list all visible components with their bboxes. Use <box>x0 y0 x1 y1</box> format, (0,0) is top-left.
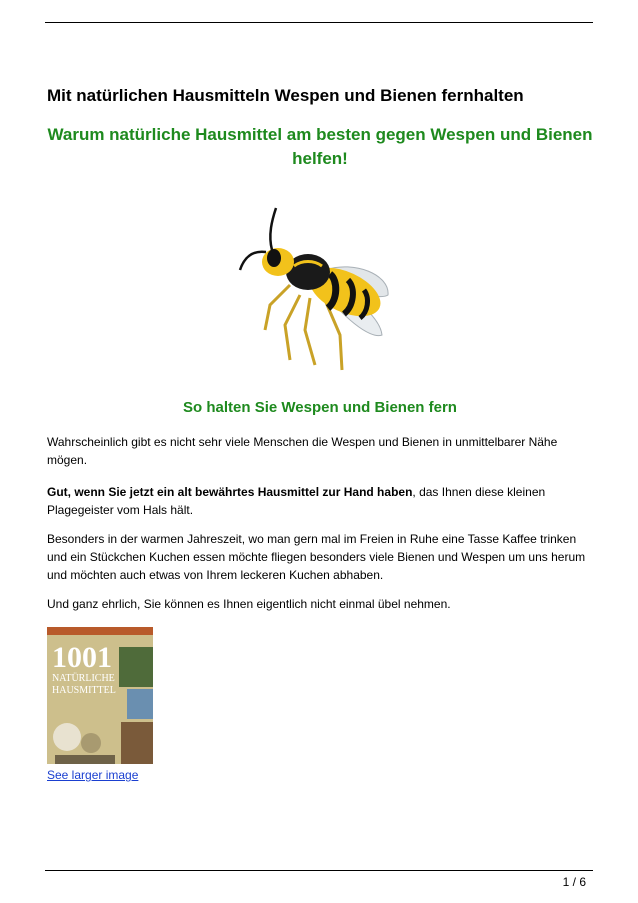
page-subtitle: Warum natürliche Hausmittel am besten gegen Wespen und Bienen helfen! <box>47 125 593 168</box>
wasp-leg <box>305 298 315 365</box>
bottom-rule <box>45 870 593 871</box>
top-rule <box>45 22 593 23</box>
wasp-leg <box>285 295 300 360</box>
book-cover-image <box>47 627 153 764</box>
book-number: 1001 <box>52 641 112 674</box>
see-larger-image-link[interactable]: See larger image <box>47 768 139 782</box>
wasp-image <box>230 200 405 380</box>
page-title: Mit natürlichen Hausmitteln Wespen und Bienen fernhalten <box>47 86 524 105</box>
wasp-eye <box>267 249 281 267</box>
paragraph-2-rest: , das Ihnen diese kleinen Plagegeister vom Hals hält. <box>47 485 546 517</box>
paragraph-2 <box>47 483 592 519</box>
paragraph-2-bold: Gut, wenn Sie jetzt ein alt bewährtes Hausmittel zur Hand haben <box>47 485 413 499</box>
book-line1: NATÜRLICHE <box>52 673 115 684</box>
wasp-antenna <box>270 208 276 250</box>
paragraph-3: Besonders in der warmen Jahreszeit, wo man gern mal im Freien in Ruhe eine Tasse Kaffee trinken und ein Stückchen Kuchen essen möchte fliegen besonders viele Bienen und Wespen um uns herum und möchten auch etwas von Ihrem leckeren Kuchen abhaben. <box>47 532 586 582</box>
book-line2: HAUSMITTEL <box>52 685 116 696</box>
page-number: 1 / 6 <box>562 875 586 889</box>
paragraph-1: Wahrscheinlich gibt es nicht sehr viele Menschen die Wespen und Bienen in unmittelbarer Nähe mögen. <box>47 435 558 467</box>
paragraph-4: Und ganz ehrlich, Sie können es Ihnen eigentlich nicht einmal übel nehmen. <box>47 597 451 611</box>
section-heading: So halten Sie Wespen und Bienen fern <box>183 399 457 416</box>
